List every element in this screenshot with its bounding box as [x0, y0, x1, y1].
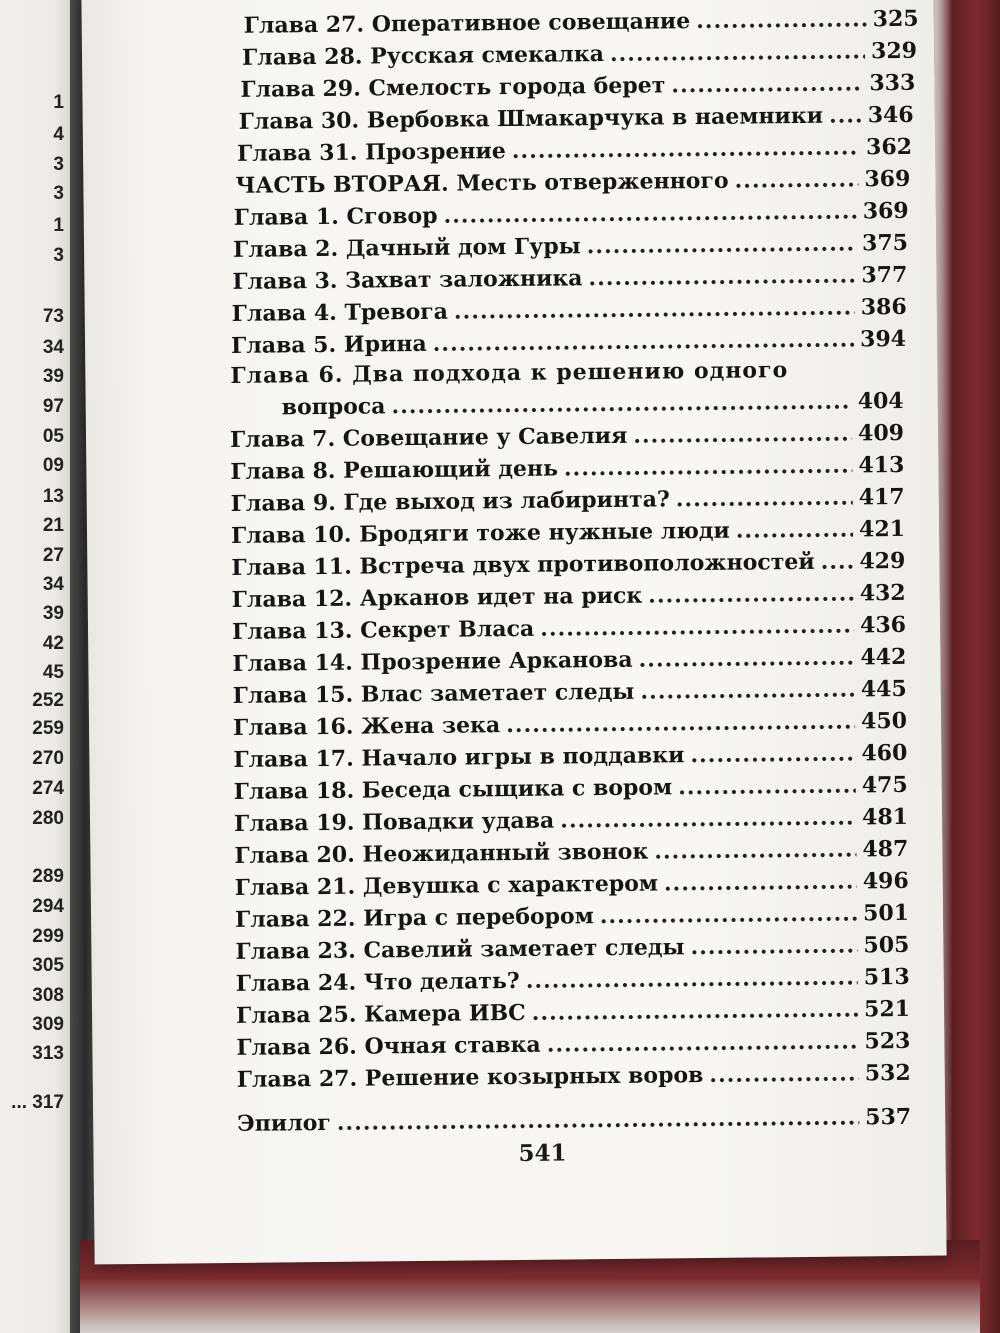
- toc-entry: [233, 740, 907, 773]
- toc-entry-page: 475: [861, 771, 908, 799]
- toc-entry-title: Глава 9. Где выход из лабиринта?: [230, 486, 670, 517]
- toc-entry-page: 386: [860, 293, 907, 321]
- toc-entry: [230, 420, 904, 453]
- toc-entry-title: Глава 10. Бродяги тоже нужные люди: [230, 517, 730, 549]
- toc-entry: [237, 134, 912, 167]
- left-page-number: 299: [32, 926, 64, 947]
- toc-entry-title-line1: Глава 6. Два подхода к решению одного: [230, 357, 789, 389]
- toc-entry-title: Глава 25. Камера ИВС: [235, 999, 526, 1029]
- left-page-number: 34: [42, 337, 64, 358]
- toc-entry-title: Глава 15. Влас заметает следы: [232, 678, 635, 709]
- toc-entry-page: 404: [857, 387, 904, 415]
- toc-entry: [234, 836, 908, 869]
- leader-dots: [540, 612, 854, 641]
- toc-entry: [236, 996, 910, 1029]
- toc-entry: [235, 868, 909, 901]
- left-page-number: 259: [32, 718, 64, 739]
- left-page-number: 308: [32, 985, 64, 1006]
- left-page-number: 274: [32, 778, 64, 799]
- toc-entry-page: 421: [858, 515, 906, 543]
- toc-entry: [233, 230, 908, 263]
- toc-entry-page: 432: [859, 579, 906, 607]
- toc-entry: [239, 102, 914, 135]
- toc-entry-page: 445: [860, 675, 907, 703]
- toc-entry-page: 346: [867, 101, 914, 129]
- toc-entry-title: Глава 11. Встреча двух противоположностей: [231, 548, 815, 581]
- toc-entry-page: 496: [862, 867, 909, 895]
- toc-entry-title: Глава 2. Дачный дом Гуры: [232, 233, 581, 263]
- toc-entry: [282, 388, 904, 421]
- toc-entry: [231, 516, 905, 549]
- leader-dots: [654, 836, 856, 864]
- left-page-number: 313: [32, 1043, 64, 1064]
- toc-entry-page: 460: [861, 739, 908, 767]
- toc-entry-title: Глава 21. Девушка с характером: [234, 870, 659, 901]
- leader-dots: [433, 326, 855, 356]
- leader-dots: [564, 452, 853, 481]
- toc-entry: [236, 964, 910, 997]
- toc-entry-page: 436: [859, 611, 907, 639]
- left-page-number: 45: [42, 662, 64, 683]
- toc-entry-title: Глава 29. Смелость города берет: [240, 72, 666, 103]
- leader-dots: [532, 996, 859, 1025]
- leader-dots: [560, 804, 856, 833]
- toc-entry: [244, 6, 919, 39]
- toc-entry-page: 481: [861, 803, 909, 831]
- leader-dots: [526, 964, 858, 993]
- toc-entry-title: Глава 8. Решающий день: [230, 455, 559, 485]
- toc-entry-title: Глава 1. Сговор: [233, 202, 438, 231]
- toc-entry-title: Глава 24. Что делать?: [235, 967, 520, 997]
- leader-dots: [638, 644, 854, 672]
- left-page-number: 280: [32, 808, 64, 829]
- toc-entry-page: 442: [860, 643, 907, 671]
- toc-entry-title: Глава 7. Совещание у Савелия: [229, 422, 628, 453]
- leader-dots: [696, 6, 867, 34]
- toc-entry: [237, 1060, 911, 1093]
- leader-dots: [671, 70, 863, 98]
- toc-entry-page: 375: [861, 229, 909, 257]
- left-page-number: 289: [32, 866, 64, 887]
- left-page-number: 13: [42, 486, 64, 507]
- leader-dots: [600, 900, 858, 929]
- toc-entry-title: Глава 27. Решение козырных воров: [236, 1062, 704, 1093]
- leader-dots: [512, 134, 861, 164]
- toc-entry: [242, 38, 917, 71]
- toc-entry-page: 329: [870, 37, 918, 65]
- leader-dots: [640, 676, 855, 704]
- left-page-number: 3: [53, 245, 64, 266]
- left-page-number: 73: [42, 306, 64, 327]
- toc-entry-title: Глава 31. Прозрение: [236, 138, 506, 167]
- toc-entry-title: Глава 27. Оперативное совещание: [243, 8, 691, 39]
- toc-entry-title: Глава 17. Начало игры в поддавки: [233, 742, 685, 773]
- toc-entry: [234, 772, 908, 805]
- left-page-number: 34: [42, 574, 64, 595]
- toc-entry-page: 523: [864, 1027, 911, 1055]
- left-page-number: 270: [32, 748, 64, 769]
- toc-entry-page: 429: [859, 547, 906, 575]
- leader-dots: [506, 708, 855, 738]
- left-page-number: 27: [42, 545, 64, 566]
- leader-dots: [736, 516, 854, 543]
- leader-dots: [391, 388, 852, 419]
- toc-entry-title: Глава 14. Прозрение Арканова: [232, 646, 633, 677]
- toc-entry-page: 450: [860, 707, 908, 735]
- toc-entry-title: Глава 20. Неожиданный звонок: [234, 838, 649, 869]
- toc-entry-title: Глава 18. Беседа сыщика с вором: [233, 774, 673, 805]
- left-page-number: 1: [53, 215, 64, 236]
- toc-entry-page: 413: [858, 451, 905, 479]
- toc-entry-title: Глава 28. Русская смекалка: [241, 41, 605, 71]
- toc-entry-title: ЧАСТЬ ВТОРАЯ. Месть отверженного: [235, 167, 729, 199]
- leader-dots: [829, 102, 862, 128]
- left-page-number: 39: [42, 366, 64, 387]
- leader-dots: [443, 198, 857, 228]
- leader-dots: [664, 868, 857, 896]
- leader-dots: [820, 548, 853, 574]
- left-page-number: 305: [32, 955, 64, 976]
- left-page-number: 09: [42, 455, 64, 476]
- toc-entry: [235, 932, 909, 965]
- toc-entry: [233, 676, 907, 709]
- leader-dots: [547, 1028, 859, 1057]
- toc-entry-page: 409: [857, 419, 905, 447]
- leader-dots: [587, 230, 857, 259]
- toc-entry-page: 501: [862, 899, 910, 927]
- left-page-number: 42: [42, 633, 64, 654]
- left-page-number: 294: [32, 896, 64, 917]
- leader-dots: [734, 166, 858, 193]
- toc-entry: [232, 262, 907, 295]
- toc-part-heading: [235, 166, 910, 199]
- left-page-number: 252: [32, 690, 64, 711]
- leader-dots: [709, 1060, 859, 1088]
- toc-entry: [232, 580, 906, 613]
- toc-entry-title: Глава 4. Тревога: [231, 298, 449, 327]
- toc-entry-page: 377: [861, 261, 908, 289]
- toc-entry-title: Глава 5. Ирина: [230, 330, 427, 359]
- toc-entry-page: 505: [863, 931, 910, 959]
- toc-entry-title: Глава 23. Савелий заметает следы: [235, 934, 685, 965]
- toc-entry-page: 333: [869, 69, 916, 97]
- toc-entry: [231, 326, 906, 359]
- leader-dots: [690, 932, 857, 960]
- book-page: [81, 0, 946, 1264]
- toc-entry-title: Глава 16. Жена зека: [232, 712, 501, 741]
- leader-dots: [676, 484, 853, 512]
- leader-dots: [633, 420, 852, 448]
- toc-entry-page: 521: [863, 995, 911, 1023]
- left-page-number: 1: [53, 92, 64, 113]
- toc-entry-page: 362: [865, 133, 913, 161]
- leader-dots: [337, 1104, 860, 1135]
- leader-dots: [690, 740, 855, 768]
- toc-entry-page: 369: [862, 197, 909, 225]
- leader-dots: [648, 580, 854, 608]
- toc-entry: [234, 804, 908, 837]
- toc-entry: [234, 198, 909, 231]
- toc-entry: [233, 708, 907, 741]
- toc-entry-page: 537: [865, 1103, 912, 1131]
- left-page-number: 05: [42, 426, 64, 447]
- toc-entry: [236, 1028, 910, 1061]
- left-page-number: 39: [42, 603, 64, 624]
- leader-dots: [588, 262, 855, 291]
- toc-entry-page: 487: [862, 835, 909, 863]
- toc-entry: [231, 548, 905, 581]
- toc-entry: [232, 644, 906, 677]
- toc-entry: [232, 612, 906, 645]
- toc-entry-page: 417: [858, 483, 905, 511]
- toc-entry: [240, 70, 915, 103]
- left-page: [0, 0, 78, 1333]
- toc-entry: [235, 900, 909, 933]
- toc-entry-title: Глава 13. Секрет Власа: [231, 615, 535, 645]
- toc-entry-title: Глава 22. Игра с перебором: [234, 903, 594, 933]
- toc-entry-title: Глава 30. Вербовка Шмакарчука в наемники: [238, 102, 824, 135]
- left-page-number: 309: [32, 1014, 64, 1035]
- left-page-number: 4: [53, 124, 64, 145]
- toc-entry: [230, 452, 904, 485]
- left-page-number: 21: [42, 515, 64, 536]
- toc-entry: [232, 294, 907, 327]
- left-page-number: 3: [53, 154, 64, 175]
- toc-entry-page: 513: [863, 963, 910, 991]
- leader-dots: [678, 772, 856, 800]
- toc-entry-page: 532: [864, 1059, 911, 1087]
- toc-entry-title: Глава 12. Арканов идет на риск: [231, 582, 643, 613]
- toc-entry-title: вопроса: [281, 393, 386, 421]
- toc-entry-title: Эпилог: [237, 1109, 331, 1137]
- toc-entry-page: 369: [864, 165, 911, 193]
- leader-dots: [454, 294, 855, 324]
- toc-entry-title: Глава 19. Повадки удава: [233, 807, 555, 837]
- toc-entry-title: Глава 3. Захват заложника: [232, 265, 583, 295]
- page-folio-number: 541: [518, 1139, 567, 1167]
- toc-entry-page: 325: [872, 5, 919, 33]
- left-page-number: ... 317: [11, 1092, 64, 1113]
- toc-epilogue: [237, 1104, 911, 1137]
- toc-entry: [231, 484, 905, 517]
- left-page-number: 97: [42, 396, 64, 417]
- left-page-number: 3: [53, 183, 64, 204]
- leader-dots: [610, 38, 865, 67]
- toc-entry-page: 394: [859, 325, 907, 353]
- toc-entry-title: Глава 26. Очная ставка: [236, 1031, 541, 1061]
